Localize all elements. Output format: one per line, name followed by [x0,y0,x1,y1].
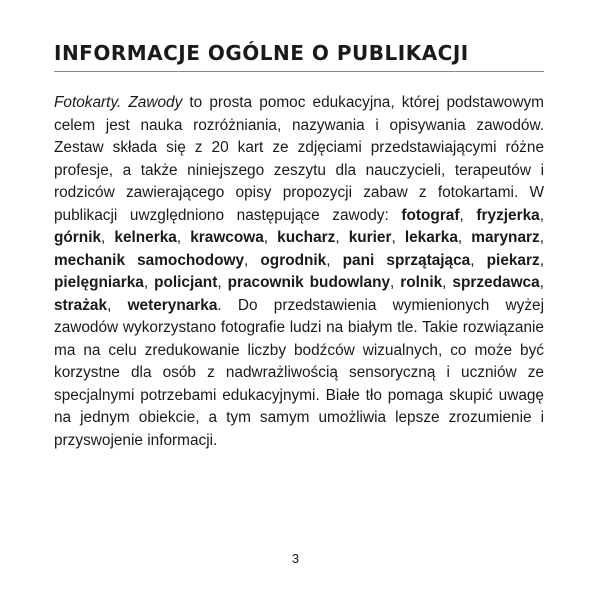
profession-term: weterynarka [127,296,218,314]
profession-term: marynarz [471,229,540,246]
profession-term: piekarz [486,251,540,269]
profession-term: górnik [54,229,102,246]
profession-term: sprzedawca [452,274,540,291]
section-heading: INFORMACJE OGÓLNE O PUBLIKACJI [54,41,469,65]
profession-term: ogrodnik [260,251,327,269]
profession-term: pracownik budowlany [227,274,391,291]
profession-term: fotograf [401,206,460,224]
profession-term: kucharz [277,229,336,246]
professions-list: fotograf, fryzjerka, górnik, kelnerka, krawcowa, kucharz, kurier, lekarka, marynarz, mechanik samochodowy, ogrodnik, pani sprzątająca, piekarz, pielęgniarka, policjant, pracownik budowlany, rolnik, sprzedawca, strażak, weterynarka [54,206,544,314]
profession-term: fryzjerka [476,206,540,224]
profession-term: pielęgniarka [54,274,144,291]
body-paragraph [54,92,544,452]
closing-text: . Do przedstawienia wymienionych wyżej zawodów wykorzystano fotografie ludzi na białym tle. Takie rozwiązanie ma na celu zredukowanie liczby bodźców wizualnych, co może być korzystne dla osób z nadwrażliwością sensoryczną i uczniów ze specjalnymi potrzebami edukacyjnymi. Białe tło pomaga skupić uwagę na jednym obiekcie, a tym samym umożliwia lepsze zrozumienie i przyswojenie informacji. [54,296,545,449]
profession-term: rolnik [400,274,443,291]
intro-text: to prosta pomoc edukacyjna, której podstawowym celem jest nauka rozróżniania, nazywania i opisywania zawodów. Zestaw składa się z 20 kart ze zdjęciami przedstawiającymi różne profesje, a także niniejszego zeszytu dla nauczycieli, terapeutów i rodziców zawierającego opisy propozycji zabaw z fotokartami. W publikacji uwzględniono następujące zawody: [54,94,544,224]
publication-title: Fotokarty. Zawody [54,94,183,111]
profession-term: pani sprzątająca [342,251,471,269]
profession-term: mechanik samochodowy [54,251,245,269]
heading-divider [54,71,544,72]
profession-term: kurier [348,229,392,246]
profession-term: lekarka [404,229,458,246]
profession-term: policjant [154,274,218,291]
profession-term: krawcowa [190,229,264,246]
profession-term: kelnerka [114,229,177,246]
profession-term: strażak [54,296,108,314]
page-number: 3 [291,551,300,566]
